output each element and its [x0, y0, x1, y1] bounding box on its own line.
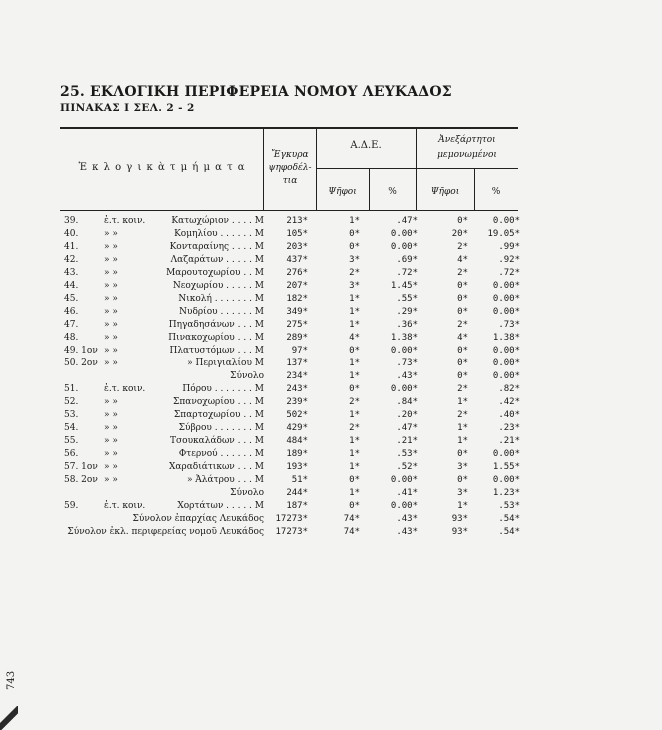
- row-type: » »: [104, 436, 118, 447]
- row-ade-pct: 0.00*: [390, 475, 418, 485]
- row-ade-votes: 0*: [349, 345, 360, 356]
- row-name: » Περιγιαλίου Μ: [187, 358, 264, 369]
- row-ind-pct: 0.00*: [492, 358, 520, 369]
- row-ade-votes: 1*: [349, 436, 360, 447]
- row-ind-pct: .82*: [498, 384, 520, 395]
- table-row: [64, 526, 524, 539]
- row-ade-votes: 0*: [349, 241, 360, 252]
- row-ind-pct: 0.00*: [492, 449, 520, 460]
- row-name: Σύνολο: [230, 487, 264, 498]
- row-name: Νικολή . . . . . . . Μ: [178, 293, 264, 304]
- row-number: 46.: [64, 306, 79, 317]
- row-type: ἐ.τ. κοιν.: [104, 216, 146, 226]
- row-ind-pct: .92*: [498, 254, 520, 265]
- row-registered: 243*: [286, 384, 308, 395]
- row-ind-votes: 93*: [451, 526, 468, 537]
- row-registered: 189*: [286, 449, 308, 460]
- row-ade-pct: .69*: [396, 254, 418, 265]
- row-name: Λαζαράτων . . . . . Μ: [170, 254, 264, 265]
- row-registered: 193*: [286, 462, 308, 473]
- row-ind-pct: 0.00*: [492, 345, 520, 356]
- row-ade-votes: 1*: [349, 319, 360, 330]
- row-ind-pct: .72*: [498, 267, 520, 278]
- row-number: 48.: [64, 332, 79, 343]
- row-ade-pct: .47*: [396, 216, 418, 226]
- row-type: » »: [104, 319, 118, 330]
- table-row: [64, 280, 524, 293]
- row-ind-votes: 1*: [457, 423, 468, 434]
- row-number: 39.: [64, 216, 79, 226]
- row-ade-pct: .43*: [396, 513, 418, 524]
- row-type: » »: [104, 462, 118, 473]
- row-registered: 239*: [286, 397, 308, 408]
- row-name: Σπαρτοχωρίου . . Μ: [173, 410, 264, 421]
- row-ind-pct: 0.00*: [492, 216, 520, 226]
- table-row: [64, 513, 524, 526]
- row-number: 50. 2ον: [64, 358, 98, 369]
- row-number: 56.: [64, 449, 79, 460]
- row-ade-pct: .43*: [396, 526, 418, 537]
- table-row: [64, 319, 524, 332]
- row-number: 45.: [64, 293, 79, 304]
- row-ind-pct: 1.55*: [492, 462, 520, 473]
- row-number: 52.: [64, 397, 79, 408]
- row-ind-pct: .73*: [498, 319, 520, 330]
- row-type: » »: [104, 358, 118, 369]
- row-ind-votes: 1*: [457, 436, 468, 447]
- row-registered: 105*: [286, 228, 308, 239]
- row-ind-pct: 0.00*: [492, 306, 520, 317]
- row-name: Κονταραίνης . . . . Μ: [169, 241, 264, 252]
- table-row: [64, 487, 524, 500]
- row-ade-pct: .29*: [396, 306, 418, 317]
- row-number: 42.: [64, 254, 79, 265]
- row-ade-votes: 2*: [349, 423, 360, 434]
- row-registered: 17273*: [275, 526, 308, 537]
- table-row: [64, 215, 524, 228]
- row-name: Σύβρου . . . . . . . Μ: [178, 423, 264, 434]
- row-ade-pct: 0.00*: [390, 241, 418, 252]
- row-ade-pct: 0.00*: [390, 384, 418, 395]
- table-subtitle: ΠΙΝΑΚΑΣ Ι ΣΕΛ. 2 - 2: [60, 102, 195, 114]
- row-ade-votes: 1*: [349, 410, 360, 421]
- table-row: [64, 370, 524, 383]
- row-ade-pct: .36*: [396, 319, 418, 330]
- row-ade-pct: .55*: [396, 293, 418, 304]
- table-row: [64, 409, 524, 422]
- row-registered: 97*: [291, 345, 308, 356]
- header-pct-ade: %: [388, 187, 397, 197]
- row-type: » »: [104, 475, 118, 485]
- row-ade-pct: .41*: [396, 487, 418, 498]
- row-ind-votes: 2*: [457, 241, 468, 252]
- row-ind-votes: 1*: [457, 500, 468, 511]
- row-ind-pct: .54*: [498, 526, 520, 537]
- table-row: [64, 267, 524, 280]
- row-ade-votes: 1*: [349, 358, 360, 369]
- row-ade-votes: 1*: [349, 293, 360, 304]
- row-registered: 276*: [286, 267, 308, 278]
- row-name: Σύνολον ἐκλ. περιφερείας νομοῦ Λευκάδος: [67, 526, 264, 537]
- table-row: [64, 448, 524, 461]
- row-ade-pct: 0.00*: [390, 345, 418, 356]
- row-type: » »: [104, 345, 118, 356]
- row-ind-votes: 1*: [457, 397, 468, 408]
- row-name: Σπανοχωρίου . . . Μ: [173, 397, 264, 408]
- page-title: 25. ΕΚΛΟΓΙΚΗ ΠΕΡΙΦΕΡΕΙΑ ΝΟΜΟΥ ΛΕΥΚΑΔΟΣ: [60, 84, 452, 100]
- header-registered-2: ψηφοδέλ-: [268, 163, 312, 173]
- header-independents-2: μεμονωμένοι: [437, 150, 497, 160]
- row-type: » »: [104, 293, 118, 304]
- row-type: » »: [104, 306, 118, 317]
- header-independents-1: Ἀνεξάρτητοι: [438, 135, 496, 145]
- row-type: ἐ.τ. κοιν.: [104, 384, 146, 395]
- row-ind-pct: 1.23*: [492, 487, 520, 498]
- row-type: » »: [104, 423, 118, 434]
- table-row: [64, 228, 524, 241]
- header-votes-ade: Ψῆφοι: [328, 187, 357, 197]
- row-type: » »: [104, 397, 118, 408]
- row-ind-votes: 3*: [457, 462, 468, 473]
- row-ind-votes: 0*: [457, 216, 468, 226]
- row-name: Κατωχώριον . . . . Μ: [171, 216, 264, 226]
- row-ade-votes: 0*: [349, 228, 360, 239]
- row-name: Πόρου . . . . . . . Μ: [182, 384, 264, 395]
- row-registered: 349*: [286, 306, 308, 317]
- row-name: Τσουκαλάδων . . . Μ: [170, 436, 264, 447]
- table-row: [64, 357, 524, 370]
- row-ade-pct: .52*: [396, 462, 418, 473]
- row-number: 57. 1ον: [64, 462, 98, 473]
- row-ind-votes: 3*: [457, 487, 468, 498]
- row-ade-pct: .43*: [396, 371, 418, 382]
- row-ade-pct: .47*: [396, 423, 418, 434]
- table-row: [64, 332, 524, 345]
- header-ade: Α.Δ.Ε.: [350, 140, 382, 151]
- row-type: » »: [104, 410, 118, 421]
- table-row: [64, 500, 524, 513]
- row-number: 43.: [64, 267, 79, 278]
- header-pct-independents: %: [491, 187, 501, 197]
- row-ind-pct: .21*: [498, 436, 520, 447]
- row-ade-pct: 1.38*: [390, 332, 418, 343]
- header-bottom-rule: [60, 210, 518, 211]
- row-number: 51.: [64, 384, 79, 395]
- row-registered: 17273*: [275, 513, 308, 524]
- row-registered: 502*: [286, 410, 308, 421]
- header-sections: Ἐ κ λ ο γ ι κ ὰ τ μ ή μ α τ α: [78, 162, 246, 173]
- row-number: 58. 2ον: [64, 475, 98, 485]
- row-ade-pct: 0.00*: [390, 500, 418, 511]
- row-ade-votes: 2*: [349, 267, 360, 278]
- table-row: [64, 345, 524, 358]
- table-row: [64, 461, 524, 474]
- row-ind-votes: 0*: [457, 345, 468, 356]
- scan-smudge: [0, 706, 18, 730]
- row-ade-pct: .73*: [396, 358, 418, 369]
- row-name: Πινακοχωρίου . . . Μ: [168, 332, 264, 343]
- row-name: Σύνολον ἐπαρχίας Λευκάδος: [132, 513, 264, 524]
- row-name: Σύνολο: [230, 371, 264, 382]
- row-ind-pct: 0.00*: [492, 293, 520, 304]
- row-ind-votes: 0*: [457, 306, 468, 317]
- row-ind-pct: 19.05*: [487, 228, 520, 239]
- row-ade-votes: 1*: [349, 216, 360, 226]
- row-ade-votes: 4*: [349, 332, 360, 343]
- row-number: 59.: [64, 500, 79, 511]
- row-ind-pct: 1.38*: [492, 332, 520, 343]
- row-ade-pct: 1.45*: [390, 280, 418, 291]
- row-ade-votes: 74*: [343, 526, 360, 537]
- row-type: » »: [104, 267, 118, 278]
- row-ade-pct: .53*: [396, 449, 418, 460]
- table-row: [64, 474, 524, 487]
- row-ind-pct: 0.00*: [492, 371, 520, 382]
- row-ade-votes: 1*: [349, 449, 360, 460]
- row-ade-votes: 1*: [349, 487, 360, 498]
- row-ind-votes: 0*: [457, 293, 468, 304]
- row-registered: 207*: [286, 280, 308, 291]
- page-number: 743: [6, 670, 17, 690]
- row-number: 55.: [64, 436, 79, 447]
- row-number: 41.: [64, 241, 79, 252]
- row-name: » Ἀλάτρου . . . Μ: [186, 475, 264, 485]
- row-ade-votes: 74*: [343, 513, 360, 524]
- row-registered: 213*: [286, 216, 308, 226]
- row-name: Φτερνού . . . . . . Μ: [178, 449, 264, 460]
- table-row: [64, 422, 524, 435]
- row-ind-votes: 0*: [457, 280, 468, 291]
- row-ade-votes: 1*: [349, 306, 360, 317]
- row-ind-votes: 2*: [457, 384, 468, 395]
- row-ade-votes: 3*: [349, 280, 360, 291]
- row-ind-votes: 0*: [457, 371, 468, 382]
- row-ind-votes: 2*: [457, 319, 468, 330]
- row-ind-votes: 0*: [457, 475, 468, 485]
- row-name: Κομηλίου . . . . . . Μ: [174, 228, 264, 239]
- row-ade-votes: 1*: [349, 462, 360, 473]
- row-ind-pct: 0.00*: [492, 280, 520, 291]
- row-name: Νυδρίου . . . . . . Μ: [179, 306, 264, 317]
- row-ind-votes: 0*: [457, 358, 468, 369]
- row-ind-pct: .53*: [498, 500, 520, 511]
- header-registered-3: τια: [282, 176, 298, 186]
- row-name: Νεοχωρίου . . . . . Μ: [172, 280, 264, 291]
- table-row: [64, 293, 524, 306]
- row-registered: 437*: [286, 254, 308, 265]
- table-row: [64, 383, 524, 396]
- row-registered: 234*: [286, 371, 308, 382]
- row-name: Μαρουτοχωρίου . . Μ: [166, 267, 264, 278]
- row-ade-pct: .72*: [396, 267, 418, 278]
- row-type: » »: [104, 254, 118, 265]
- row-name: Χορτάτων . . . . . Μ: [177, 500, 264, 511]
- row-registered: 289*: [286, 332, 308, 343]
- row-ind-pct: .23*: [498, 423, 520, 434]
- row-registered: 429*: [286, 423, 308, 434]
- header-registered-1: Ἔγκυρα: [271, 150, 309, 160]
- row-registered: 182*: [286, 293, 308, 304]
- row-ind-pct: .99*: [498, 241, 520, 252]
- row-type: » »: [104, 332, 118, 343]
- row-ade-pct: .84*: [396, 397, 418, 408]
- row-ind-pct: .40*: [498, 410, 520, 421]
- row-ade-votes: 0*: [349, 384, 360, 395]
- table-row: [64, 306, 524, 319]
- row-type: » »: [104, 449, 118, 460]
- header-mid-rule: [316, 168, 518, 169]
- row-ind-votes: 0*: [457, 449, 468, 460]
- row-number: 44.: [64, 280, 79, 291]
- row-name: Πλατυστόμων . . . Μ: [169, 345, 264, 356]
- row-ind-votes: 2*: [457, 410, 468, 421]
- row-ind-votes: 4*: [457, 332, 468, 343]
- row-ade-votes: 1*: [349, 371, 360, 382]
- header-top-rule: [60, 127, 518, 129]
- table-row: [64, 396, 524, 409]
- row-number: 53.: [64, 410, 79, 421]
- table-row: [64, 241, 524, 254]
- row-type: » »: [104, 228, 118, 239]
- row-registered: 137*: [286, 358, 308, 369]
- row-registered: 484*: [286, 436, 308, 447]
- row-registered: 187*: [286, 500, 308, 511]
- header-votes-independents: Ψῆφοι: [430, 187, 460, 197]
- row-registered: 51*: [291, 475, 308, 485]
- row-ade-votes: 0*: [349, 475, 360, 485]
- row-ind-votes: 93*: [451, 513, 468, 524]
- row-ade-votes: 2*: [349, 397, 360, 408]
- row-ind-votes: 2*: [457, 267, 468, 278]
- table-row: [64, 435, 524, 448]
- row-registered: 244*: [286, 487, 308, 498]
- row-ade-pct: .20*: [396, 410, 418, 421]
- row-number: 40.: [64, 228, 79, 239]
- row-ind-pct: .42*: [498, 397, 520, 408]
- row-ind-votes: 20*: [451, 228, 468, 239]
- row-ade-pct: .21*: [396, 436, 418, 447]
- row-registered: 275*: [286, 319, 308, 330]
- row-ade-pct: 0.00*: [390, 228, 418, 239]
- row-ade-votes: 3*: [349, 254, 360, 265]
- row-name: Χαραδιάτικων . . . Μ: [168, 462, 264, 473]
- row-type: » »: [104, 241, 118, 252]
- row-ade-votes: 0*: [349, 500, 360, 511]
- row-type: » »: [104, 280, 118, 291]
- row-number: 54.: [64, 423, 79, 434]
- table-row: [64, 254, 524, 267]
- row-name: Πηγαδησάνων . . . Μ: [168, 319, 264, 330]
- row-type: ἐ.τ. κοιν.: [104, 500, 146, 511]
- row-number: 47.: [64, 319, 79, 330]
- row-number: 49. 1ον: [64, 345, 98, 356]
- row-ind-pct: 0.00*: [492, 475, 520, 485]
- row-registered: 203*: [286, 241, 308, 252]
- row-ind-pct: .54*: [498, 513, 520, 524]
- row-ind-votes: 4*: [457, 254, 468, 265]
